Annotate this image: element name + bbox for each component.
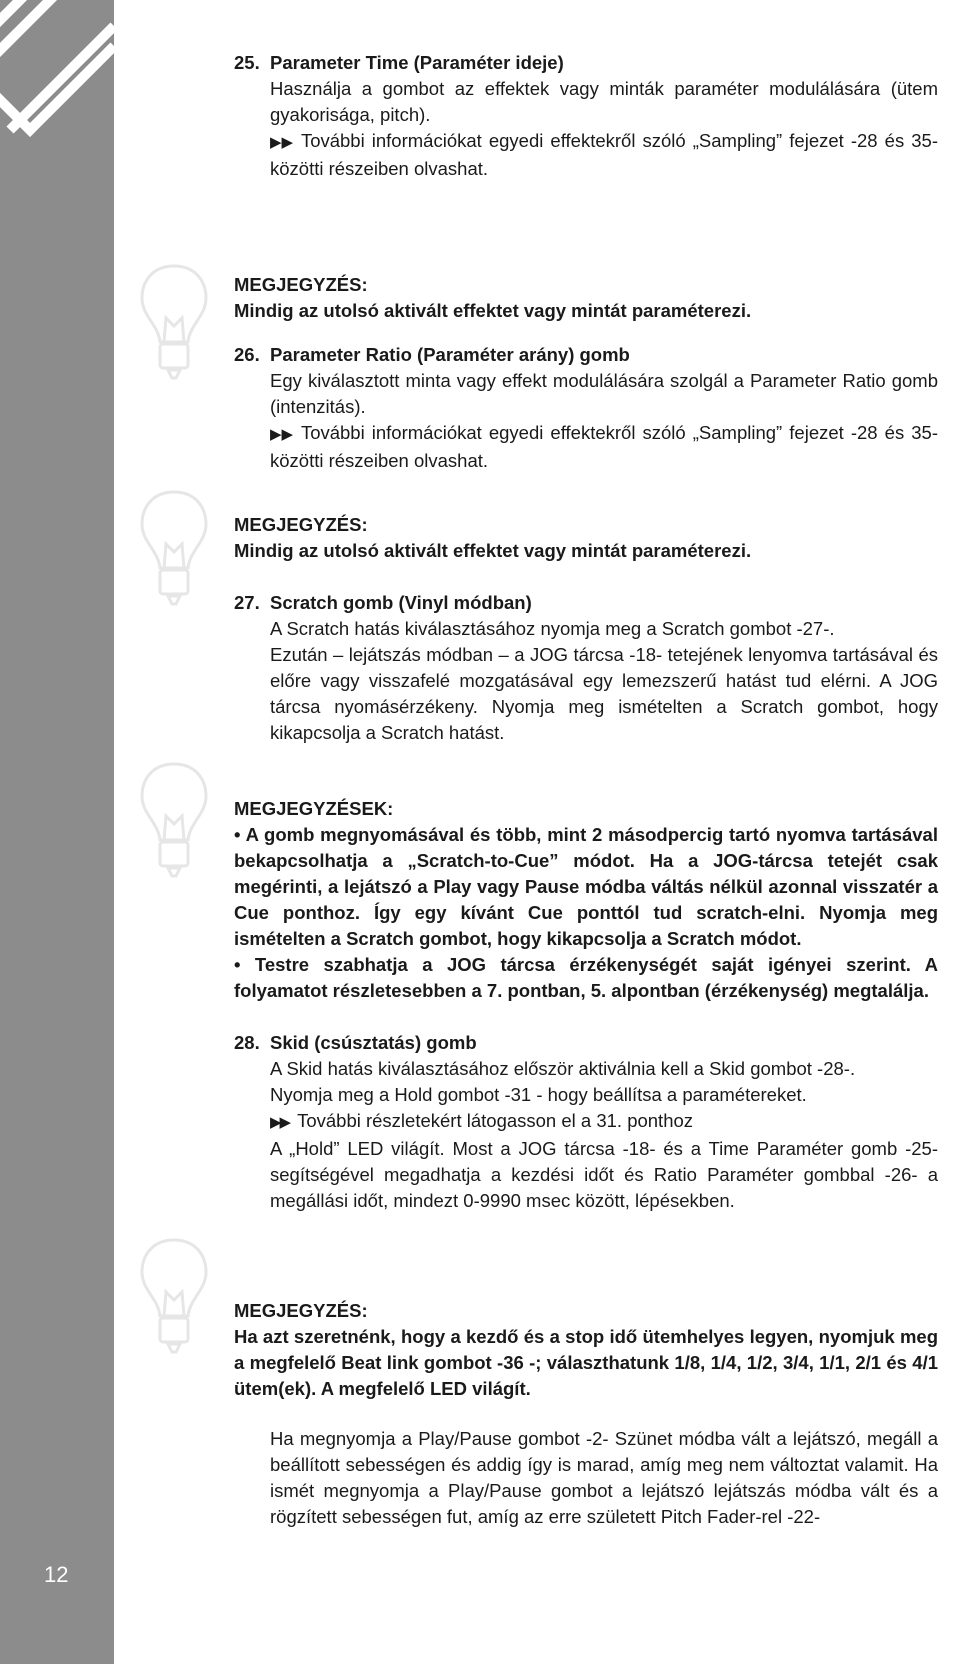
note-2 [234, 508, 938, 564]
note-title: MEGJEGYZÉS: [234, 274, 368, 295]
section-text: Egy kiválasztott minta vagy effekt modulálására szolgál a Parameter Ratio gomb (intenzitás). [270, 370, 938, 417]
section-text: Nyomja meg a Hold gombot -31 - hogy beállítsa a paramétereket. [270, 1084, 807, 1105]
section-title: Parameter Time (Paraméter ideje) [270, 52, 564, 73]
section-text: Ezután – lejátszás módban – a JOG tárcsa -18- tetejének lenyomva tartásával és előre vagy visszafelé mozgatásával egy lemezszerű hatást tud elérni. A JOG tárcsa nyomásérzékeny. Nyomja meg ismételten a Scratch gombot, hogy kikapcsolja a Scratch hatást. [270, 644, 938, 743]
lightbulb-icon [138, 488, 210, 606]
double-arrow-icon: ▶▶ [270, 1114, 290, 1131]
section-25 [234, 50, 938, 182]
section-26 [234, 342, 938, 474]
section-number: 28. [234, 1032, 260, 1053]
note-title: MEGJEGYZÉS: [234, 514, 368, 535]
section-text: A Scratch hatás kiválasztásához nyomja meg a Scratch gombot -27-. [270, 618, 835, 639]
note-text: Mindig az utolsó aktivált effektet vagy mintát paraméterezi. [234, 540, 752, 561]
section-arrow-text: További részletekért látogasson el a 31. ponthoz [297, 1110, 694, 1131]
section-27 [234, 590, 938, 746]
note-text: Ha azt szeretnénk, hogy a kezdő és a stop idő ütemhelyes legyen, nyomjuk meg a megfelelő Beat link gombot -36 -; választhatunk 1/8, 1/4, 1/2, 3/4, 1/1, 2/1 és 4/1 ütem(ek). A megfelelő LED világít. [234, 1326, 938, 1399]
note-bullet: • Testre szabhatja a JOG tárcsa érzékenységét saját igényei szerint. A folyamatot részletesebben a 7. pontban, 5. alpontban (érzékenység) megtalálja. [234, 954, 938, 1001]
lightbulb-icon [138, 262, 210, 380]
section-28 [234, 1030, 938, 1214]
note-title: MEGJEGYZÉSEK: [234, 798, 394, 819]
section-text: A „Hold” LED világít. Most a JOG tárcsa -18- és a Time Paraméter gomb -25- segítségével megadhatja a kezdési időt és Ratio Paraméter gombbal -26- a megállási időt, mindezt 0-9990 msec között, lépésekben. [270, 1138, 938, 1211]
section-arrow-text: További információkat egyedi effektekről szóló „Sampling” fejezet -28 és 35- közötti részeiben olvashat. [270, 422, 938, 471]
sidebar [0, 0, 114, 1664]
section-title: Skid (csúsztatás) gomb [270, 1032, 477, 1053]
section-number: 25. [234, 52, 260, 73]
note-bullet: • A gomb megnyomásával és több, mint 2 másodpercig tartó nyomva tartásával bekapcsolhatja a „Scratch-to-Cue” módot. Ha a JOG-tárcsa tetejét csak megérinti, a lejátszó a Play vagy Pause módba váltás nélkül azonnal visszatér a Cue ponthoz. Így egy kívánt Cue ponttól tud scratch-elni. Nyomja meg ismételten a Scratch gombot, hogy kikapcsolja a Scratch módot. [234, 824, 938, 949]
lightbulb-icon [138, 760, 210, 878]
note-3 [234, 792, 938, 1004]
note-4 [234, 1294, 938, 1402]
final-paragraph: Ha megnyomja a Play/Pause gombot -2- Szünet módba vált a lejátszó, megáll a beállított sebességen és addig így is marad, amíg meg nem változtat valamit. Ha ismét megnyomja a Play/Pause gombot a lejátszó lejátszás módba vált és a rögzített sebességen fut, amíg az erre született Pitch Fader-rel -22- [270, 1428, 938, 1527]
section-number: 27. [234, 592, 260, 613]
page-number: 12 [44, 1562, 69, 1587]
double-arrow-icon: ▶▶ [270, 426, 293, 443]
double-arrow-icon: ▶▶ [270, 134, 293, 151]
lightbulb-icon [138, 1236, 210, 1354]
section-text: Használja a gombot az effektek vagy minták paraméter modulálására (ütem gyakorisága, pitch). [270, 78, 938, 125]
section-arrow-text: További információkat egyedi effektekről szóló „Sampling” fejezet -28 és 35- közötti részeiben olvashat. [270, 130, 938, 179]
note-text: Mindig az utolsó aktivált effektet vagy mintát paraméterezi. [234, 300, 752, 321]
section-number: 26. [234, 344, 260, 365]
section-title: Parameter Ratio (Paraméter arány) gomb [270, 344, 630, 365]
section-text: A Skid hatás kiválasztásához először aktiválnia kell a Skid gombot -28-. [270, 1058, 856, 1079]
note-1 [234, 268, 938, 324]
note-title: MEGJEGYZÉS: [234, 1300, 368, 1321]
brand-logo-mark [0, 0, 114, 150]
section-title: Scratch gomb (Vinyl módban) [270, 592, 532, 613]
